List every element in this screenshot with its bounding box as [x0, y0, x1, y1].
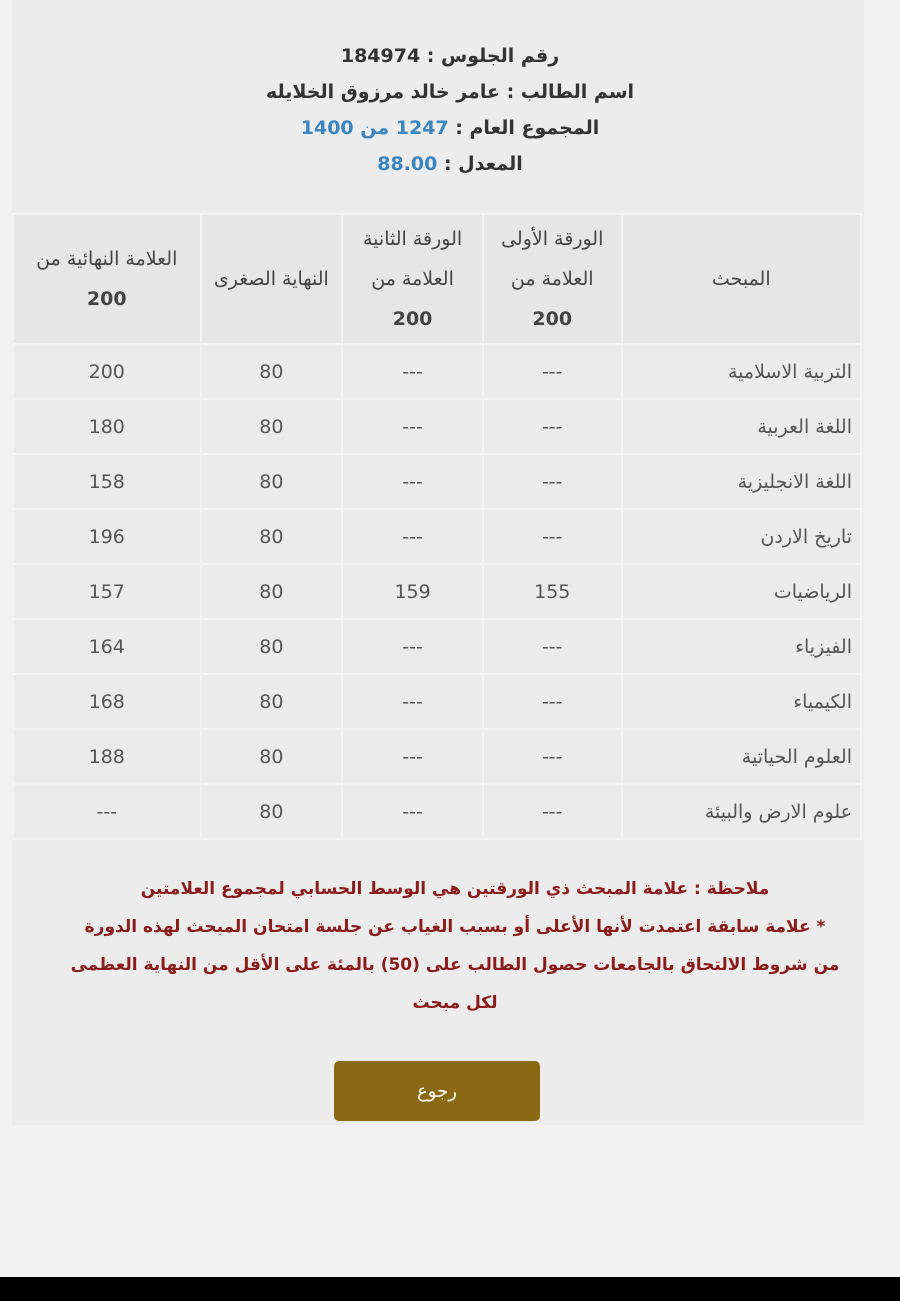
system-navigation-bar	[0, 1277, 900, 1301]
cell-min: 80	[201, 564, 343, 619]
table-row	[13, 674, 861, 729]
cell-p2: ---	[342, 729, 483, 784]
cell-final: 188	[13, 729, 201, 784]
total-label: المجموع العام :	[455, 117, 600, 139]
cell-min: 80	[201, 619, 343, 674]
back-button[interactable]: رجوع	[334, 1061, 540, 1121]
cell-subject: الكيمياء	[622, 674, 861, 729]
cell-final: 157	[13, 564, 201, 619]
note-university-requirement: من شروط الالتحاق بالجامعات حصول الطالب على (50) بالمئة على الأقل من النهاية العظمى لكل مبحث	[70, 955, 840, 1013]
table-row	[13, 619, 861, 674]
seat-number: 184974	[340, 45, 421, 67]
cell-p2: ---	[342, 344, 483, 399]
header-paper1: الورقة الأولى العلامة من 200	[483, 214, 622, 344]
cell-final: 180	[13, 399, 201, 454]
notes	[60, 870, 850, 1022]
total-value: 1247	[395, 117, 449, 139]
cell-p2: ---	[342, 399, 483, 454]
table-row	[13, 399, 861, 454]
seat-number-line	[0, 38, 900, 74]
table-header	[13, 214, 861, 344]
cell-p1: ---	[483, 784, 622, 839]
note-previous-mark: * علامة سابقة اعتمدت لأنها الأعلى أو بسبب الغياب عن جلسة امتحان المبحث لهذه الدورة	[84, 917, 826, 937]
cell-min: 80	[201, 454, 343, 509]
cell-p1: ---	[483, 454, 622, 509]
table-row	[13, 454, 861, 509]
table-row	[13, 564, 861, 619]
total-line	[0, 110, 900, 146]
cell-subject: اللغة العربية	[622, 399, 861, 454]
cell-min: 80	[201, 674, 343, 729]
cell-p2: ---	[342, 674, 483, 729]
student-info	[0, 38, 900, 182]
cell-subject: اللغة الانجليزية	[622, 454, 861, 509]
cell-subject: علوم الارض والبيئة	[622, 784, 861, 839]
cell-final: 168	[13, 674, 201, 729]
header-final: العلامة النهائية من 200	[13, 214, 201, 344]
cell-subject: الفيزياء	[622, 619, 861, 674]
cell-p1: ---	[483, 509, 622, 564]
student-name: عامر خالد مرزوق الخلايله	[265, 81, 500, 103]
cell-final: ---	[13, 784, 201, 839]
cell-p1: ---	[483, 674, 622, 729]
cell-final: 158	[13, 454, 201, 509]
cell-subject: الرياضيات	[622, 564, 861, 619]
header-subject: المبحث	[622, 214, 861, 344]
cell-subject: التربية الاسلامية	[622, 344, 861, 399]
seat-label: رقم الجلوس :	[426, 45, 560, 67]
cell-p1: ---	[483, 344, 622, 399]
table-row	[13, 784, 861, 839]
table-row	[13, 729, 861, 784]
total-max: 1400	[300, 117, 354, 139]
table-row	[13, 509, 861, 564]
cell-p1: ---	[483, 619, 622, 674]
note-average: ملاحظة : علامة المبحث ذي الورقتين هي الوسط الحسابي لمجموع العلامتين	[140, 879, 770, 899]
avg-label: المعدل :	[443, 153, 523, 175]
cell-p1: ---	[483, 729, 622, 784]
avg-value: 88.00	[377, 153, 438, 175]
cell-min: 80	[201, 344, 343, 399]
cell-p2: 159	[342, 564, 483, 619]
cell-p2: ---	[342, 784, 483, 839]
cell-p2: ---	[342, 619, 483, 674]
cell-min: 80	[201, 784, 343, 839]
cell-p1: 155	[483, 564, 622, 619]
cell-min: 80	[201, 509, 343, 564]
table-row	[13, 344, 861, 399]
header-paper2: الورقة الثانية العلامة من 200	[342, 214, 483, 344]
cell-p1: ---	[483, 399, 622, 454]
student-name-line	[0, 74, 900, 110]
cell-final: 196	[13, 509, 201, 564]
cell-subject: العلوم الحياتية	[622, 729, 861, 784]
name-label: اسم الطالب :	[506, 81, 635, 103]
average-line	[0, 146, 900, 182]
cell-p2: ---	[342, 509, 483, 564]
of-label: من	[360, 117, 390, 139]
grades-table	[12, 213, 862, 840]
header-min: النهاية الصغرى	[201, 214, 343, 344]
cell-final: 200	[13, 344, 201, 399]
cell-min: 80	[201, 729, 343, 784]
cell-min: 80	[201, 399, 343, 454]
cell-p2: ---	[342, 454, 483, 509]
cell-subject: تاريخ الاردن	[622, 509, 861, 564]
cell-final: 164	[13, 619, 201, 674]
